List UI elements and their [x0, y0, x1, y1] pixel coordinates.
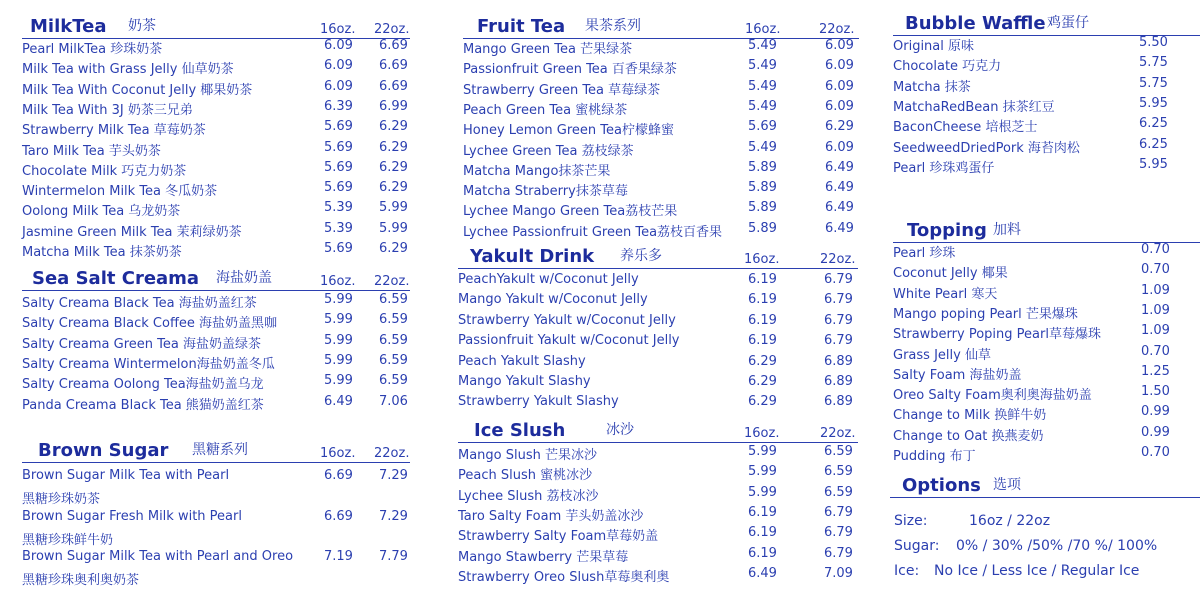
- menu-item: [893, 262, 1200, 282]
- item-price-22oz: 6.69: [379, 38, 408, 53]
- menu-item: [458, 525, 858, 545]
- option-ice-value: No Ice / Less Ice / Regular Ice: [934, 563, 1140, 579]
- menu-item: [22, 140, 410, 160]
- menu-item: [22, 549, 410, 589]
- item-price-16oz: 0.99: [1141, 424, 1170, 440]
- item-name: Matcha Straberry抹茶草莓: [463, 184, 628, 200]
- milktea-size2-header: 22oz.: [374, 22, 410, 37]
- milktea-title-cn: 奶茶: [128, 18, 156, 34]
- item-price-16oz: 6.19: [748, 545, 777, 561]
- menu-item: [22, 509, 410, 549]
- item-price-16oz: 5.39: [324, 220, 353, 236]
- menu-item: [893, 445, 1200, 465]
- item-name: Oreo Salty Foam奥利奥海盐奶盖: [893, 388, 1092, 404]
- menu-item: [458, 272, 858, 292]
- item-price-22oz: 6.29: [379, 241, 408, 256]
- item-price-16oz: 5.99: [324, 312, 353, 328]
- item-name-cn: 黑糖珍珠奥利奥奶茶: [22, 573, 140, 589]
- menu-item: [893, 404, 1200, 424]
- item-price-22oz: 6.29: [825, 119, 854, 135]
- menu-item: [22, 241, 410, 261]
- item-price-22oz: 6.79: [824, 525, 853, 541]
- yakult-title-cn: 养乐多: [620, 248, 662, 264]
- item-name: Passionfruit Yakult w/Coconut Jelly: [458, 333, 680, 349]
- item-price-16oz: 5.99: [324, 332, 353, 348]
- item-name: Mango Green Tea 芒果绿茶: [463, 42, 633, 57]
- item-name: Wintermelon Milk Tea 冬瓜奶茶: [22, 184, 218, 200]
- item-name: Oolong Milk Tea 乌龙奶茶: [22, 204, 181, 220]
- item-price-22oz: 6.49: [825, 200, 854, 216]
- item-name: Change to Oat 换燕麦奶: [893, 428, 1044, 444]
- item-price-16oz: 1.09: [1141, 302, 1170, 318]
- item-name: Peach Slush 蜜桃冰沙: [458, 468, 593, 484]
- item-name: Passionfruit Green Tea 百香果绿茶: [463, 62, 677, 78]
- item-name: Mango Yakult w/Coconut Jelly: [458, 292, 648, 308]
- menu-item: [458, 292, 858, 312]
- item-price-16oz: 5.89: [748, 220, 777, 236]
- item-price-22oz: 6.59: [379, 312, 408, 328]
- item-price-16oz: 1.09: [1141, 282, 1170, 298]
- menu-item: [893, 76, 1200, 96]
- item-price-16oz: 5.99: [324, 352, 353, 368]
- menu-item: [22, 119, 410, 139]
- item-price-22oz: 7.79: [379, 549, 408, 565]
- item-price-16oz: 5.69: [324, 180, 353, 196]
- seasalt-title: Sea Salt Creama: [32, 268, 200, 289]
- item-name: PeachYakult w/Coconut Jelly: [458, 272, 639, 287]
- item-name: Peach Green Tea 蜜桃绿茶: [463, 102, 628, 118]
- yakult-size2-header: 22oz.: [820, 252, 856, 267]
- item-name: Mango Slush 芒果冰沙: [458, 448, 598, 463]
- item-price-22oz: 6.59: [824, 484, 853, 500]
- option-size-value: 16oz / 22oz: [969, 513, 1051, 529]
- item-name: Milk Tea With 3J 奶茶三兄弟: [22, 102, 193, 118]
- item-price-16oz: 5.99: [324, 373, 353, 389]
- item-name: Salty Creama Green Tea 海盐奶盖绿茶: [22, 336, 261, 352]
- item-name: Mango poping Pearl 芒果爆珠: [893, 306, 1078, 322]
- yakult-size1-header: 16oz.: [744, 252, 780, 267]
- item-price-22oz: 7.29: [379, 508, 408, 524]
- menu-item: [893, 55, 1200, 75]
- item-name: Salty Creama Black Tea 海盐奶盖红茶: [22, 296, 257, 311]
- item-price-16oz: 5.69: [748, 119, 777, 135]
- item-name: Coconut Jelly 椰果: [893, 266, 1008, 282]
- menu-item: [458, 464, 858, 484]
- menu-item: [458, 546, 858, 566]
- iceslush-size2-header: 22oz.: [820, 426, 856, 441]
- item-price-22oz: 6.09: [825, 38, 854, 53]
- item-name: Salty Creama Black Coffee 海盐奶盖黑咖: [22, 316, 278, 332]
- item-name-cn: 黑糖珍珠奶茶: [22, 492, 101, 507]
- menu-item: [893, 364, 1200, 384]
- menu-item: [463, 140, 859, 160]
- item-price-22oz: 7.06: [379, 393, 408, 409]
- menu-item: [463, 38, 859, 58]
- item-price-22oz: 6.49: [825, 180, 854, 196]
- item-price-16oz: 5.69: [324, 139, 353, 155]
- item-price-16oz: 5.49: [748, 139, 777, 155]
- item-price-16oz: 0.70: [1141, 445, 1170, 460]
- item-name: Brown Sugar Milk Tea with Pearl: [22, 468, 230, 483]
- menu-item: [458, 354, 858, 374]
- menu-item: [893, 425, 1200, 445]
- options-title-cn: 选项: [993, 477, 1021, 493]
- item-price-16oz: 5.49: [748, 38, 777, 53]
- fruittea-title-cn: 果茶系列: [585, 18, 641, 34]
- fruittea-size2-header: 22oz.: [819, 22, 855, 37]
- brownsugar-header: [22, 440, 410, 463]
- item-name: Brown Sugar Milk Tea with Pearl and Oreo: [22, 549, 294, 565]
- menu-item: [22, 312, 410, 332]
- yakult-title: Yakult Drink: [470, 246, 595, 267]
- item-price-22oz: 6.79: [824, 333, 853, 349]
- fruittea-header: [463, 16, 859, 39]
- waffle-header: [893, 13, 1200, 36]
- item-price-22oz: 6.99: [379, 98, 408, 114]
- item-name: BaconCheese 培根芝士: [893, 120, 1038, 136]
- menu-item: [22, 180, 410, 200]
- milktea-header: [22, 16, 410, 39]
- item-price-22oz: 6.59: [824, 444, 853, 459]
- item-name: Lychee Passionfruit Green Tea荔枝百香果: [463, 224, 723, 240]
- item-price-16oz: 1.25: [1141, 363, 1170, 379]
- item-price-16oz: 6.09: [324, 78, 353, 94]
- item-price-16oz: 6.19: [748, 333, 777, 349]
- item-price-22oz: 6.09: [825, 58, 854, 74]
- item-price-22oz: 6.59: [379, 373, 408, 389]
- item-price-22oz: 6.49: [825, 220, 854, 236]
- item-price-22oz: 6.79: [824, 504, 853, 520]
- item-name: MatchaRedBean 抹茶红豆: [893, 99, 1055, 115]
- item-name: Matcha 抹茶: [893, 79, 971, 95]
- waffle-title: Bubble Waffle: [905, 13, 1046, 34]
- menu-item: [458, 313, 858, 333]
- item-price-22oz: 6.89: [824, 394, 853, 410]
- item-price-16oz: 5.69: [324, 159, 353, 175]
- option-sugar: [894, 538, 1194, 558]
- item-price-22oz: 5.99: [379, 200, 408, 216]
- menu-item: [893, 344, 1200, 364]
- option-sugar-label: Sugar:: [894, 538, 940, 554]
- item-name: Strawberry Oreo Slush草莓奥利奥: [458, 569, 670, 585]
- item-price-16oz: 6.25: [1139, 116, 1168, 132]
- item-price-16oz: 5.69: [324, 241, 353, 256]
- item-price-16oz: 6.09: [324, 38, 353, 53]
- item-price-16oz: 7.19: [324, 549, 353, 565]
- item-name: Lychee Green Tea 荔枝绿茶: [463, 143, 634, 159]
- item-price-16oz: 5.95: [1139, 156, 1168, 172]
- item-price-22oz: 6.79: [824, 545, 853, 561]
- item-price-22oz: 6.79: [824, 312, 853, 328]
- item-name: Salty Foam 海盐奶盖: [893, 367, 1022, 383]
- item-price-16oz: 5.69: [324, 119, 353, 135]
- item-price-22oz: 7.09: [824, 565, 853, 581]
- item-price-22oz: 6.09: [825, 98, 854, 114]
- brownsugar-size1-header: 16oz.: [320, 446, 356, 461]
- menu-item: [22, 333, 410, 353]
- item-name: Strawberry Poping Pearl草莓爆珠: [893, 327, 1101, 343]
- item-name: Chocolate Milk 巧克力奶茶: [22, 163, 187, 179]
- item-price-22oz: 6.89: [824, 374, 853, 389]
- item-name: Pearl 珍珠: [893, 246, 956, 261]
- menu-item: [22, 373, 410, 393]
- fruittea-size1-header: 16oz.: [745, 22, 781, 37]
- topping-title-cn: 加料: [993, 222, 1021, 238]
- brownsugar-title: Brown Sugar: [38, 440, 169, 461]
- item-price-22oz: 6.69: [379, 58, 408, 74]
- item-price-16oz: 5.99: [324, 292, 353, 307]
- item-price-16oz: 0.99: [1141, 404, 1170, 420]
- item-name: Strawberry Milk Tea 草莓奶茶: [22, 123, 206, 139]
- menu-item: [893, 242, 1200, 262]
- menu-item: [463, 58, 859, 78]
- item-price-22oz: 6.29: [379, 119, 408, 135]
- item-price-16oz: 6.69: [324, 468, 353, 483]
- item-price-16oz: 5.50: [1139, 35, 1168, 50]
- item-price-16oz: 5.89: [748, 159, 777, 175]
- seasalt-header: [22, 268, 410, 291]
- item-price-22oz: 6.09: [825, 139, 854, 155]
- item-price-16oz: 5.75: [1139, 55, 1168, 71]
- iceslush-header: [458, 420, 858, 443]
- menu-item: [458, 485, 858, 505]
- item-name: Strawberry Salty Foam草莓奶盖: [458, 529, 659, 545]
- item-price-22oz: 6.89: [824, 353, 853, 369]
- menu-item: [893, 323, 1200, 343]
- item-price-22oz: 6.79: [824, 292, 853, 308]
- item-price-22oz: 6.59: [379, 332, 408, 348]
- item-price-16oz: 1.50: [1141, 384, 1170, 400]
- item-name: Milk Tea With Coconut Jelly 椰果奶茶: [22, 82, 253, 98]
- item-name: Honey Lemon Green Tea柠檬蜂蜜: [463, 123, 674, 139]
- item-name: Chocolate 巧克力: [893, 59, 1002, 75]
- item-name: Pudding 布丁: [893, 449, 976, 464]
- item-price-16oz: 0.70: [1141, 343, 1170, 359]
- item-price-16oz: 5.95: [1139, 95, 1168, 111]
- item-name: Mango Stawberry 芒果草莓: [458, 549, 629, 565]
- menu-item: [22, 38, 410, 58]
- item-price-16oz: 6.39: [324, 98, 353, 114]
- menu-item: [893, 303, 1200, 323]
- waffle-title-cn: 鸡蛋仔: [1047, 15, 1089, 31]
- item-price-16oz: 1.09: [1141, 323, 1170, 339]
- menu-item: [22, 292, 410, 312]
- menu-item: [458, 566, 858, 586]
- option-ice: [894, 563, 1194, 583]
- item-name: Taro Milk Tea 芋头奶茶: [22, 143, 161, 159]
- iceslush-size1-header: 16oz.: [744, 426, 780, 441]
- item-price-16oz: 5.49: [748, 58, 777, 74]
- item-price-16oz: 5.75: [1139, 75, 1168, 91]
- item-name-cn: 黑糖珍珠鲜牛奶: [22, 532, 114, 548]
- milktea-size1-header: 16oz.: [320, 22, 356, 37]
- item-name: Change to Milk 换鲜牛奶: [893, 408, 1047, 424]
- menu-item: [22, 160, 410, 180]
- menu-item: [463, 200, 859, 220]
- menu-item: [22, 221, 410, 241]
- item-name: Salty Creama Wintermelon海盐奶盖冬瓜: [22, 356, 275, 372]
- item-price-22oz: 7.29: [379, 468, 408, 483]
- seasalt-size1-header: 16oz.: [320, 274, 356, 289]
- item-price-16oz: 6.19: [748, 504, 777, 520]
- item-price-22oz: 6.79: [824, 272, 853, 287]
- menu-item: [22, 394, 410, 414]
- item-price-16oz: 0.70: [1141, 242, 1170, 257]
- menu-item: [22, 79, 410, 99]
- item-price-16oz: 6.19: [748, 312, 777, 328]
- item-name: White Pearl 寒天: [893, 286, 998, 302]
- item-name: Grass Jelly 仙草: [893, 347, 991, 363]
- menu-item: [22, 468, 410, 508]
- brownsugar-size2-header: 22oz.: [374, 446, 410, 461]
- menu-item: [893, 96, 1200, 116]
- menu-item: [893, 35, 1200, 55]
- item-price-16oz: 6.25: [1139, 136, 1168, 152]
- menu-item: [22, 99, 410, 119]
- item-price-16oz: 6.29: [748, 353, 777, 369]
- menu-item: [458, 505, 858, 525]
- item-price-16oz: 6.69: [324, 508, 353, 524]
- item-name: Matcha Milk Tea 抹茶奶茶: [22, 245, 182, 260]
- item-price-16oz: 6.49: [748, 565, 777, 581]
- item-name: Strawberry Yakult w/Coconut Jelly: [458, 312, 676, 328]
- item-name: Lychee Slush 荔枝冰沙: [458, 488, 599, 504]
- item-price-16oz: 5.39: [324, 200, 353, 216]
- item-price-22oz: 6.49: [825, 159, 854, 175]
- item-price-16oz: 6.09: [324, 58, 353, 74]
- menu-item: [458, 333, 858, 353]
- iceslush-title-cn: 冰沙: [606, 422, 634, 438]
- item-name: SeedweedDriedPork 海苔肉松: [893, 140, 1080, 156]
- menu-item: [463, 119, 859, 139]
- item-price-16oz: 5.49: [748, 78, 777, 94]
- option-sugar-value: 0% / 30% /50% /70 %/ 100%: [956, 538, 1158, 554]
- item-price-16oz: 5.89: [748, 180, 777, 196]
- item-price-22oz: 6.59: [379, 292, 408, 307]
- item-name: Lychee Mango Green Tea荔枝芒果: [463, 204, 678, 220]
- item-price-22oz: 5.99: [379, 220, 408, 236]
- item-price-16oz: 5.49: [748, 98, 777, 114]
- menu-item: [893, 157, 1200, 177]
- item-name: Taro Salty Foam 芋头奶盖冰沙: [458, 508, 644, 524]
- option-size: [894, 513, 1194, 533]
- menu-item: [463, 160, 859, 180]
- menu-item: [893, 137, 1200, 157]
- item-name: Matcha Mango抹茶芒果: [463, 163, 611, 179]
- option-size-label: Size:: [894, 513, 928, 529]
- item-name: Salty Creama Oolong Tea海盐奶盖乌龙: [22, 377, 264, 393]
- item-name: Brown Sugar Fresh Milk with Pearl: [22, 508, 242, 524]
- menu-item: [463, 221, 859, 241]
- item-name: Peach Yakult Slashy: [458, 353, 586, 369]
- fruittea-title: Fruit Tea: [477, 16, 566, 37]
- menu-item: [893, 283, 1200, 303]
- item-price-16oz: 6.29: [748, 394, 777, 410]
- menu-item: [458, 394, 858, 414]
- menu-item: [22, 200, 410, 220]
- item-name: Strawberry Yakult Slashy: [458, 394, 619, 410]
- item-price-22oz: 6.09: [825, 78, 854, 94]
- menu-item: [463, 99, 859, 119]
- item-price-16oz: 5.99: [748, 444, 777, 459]
- yakult-header: [458, 246, 858, 269]
- item-price-22oz: 6.29: [379, 159, 408, 175]
- seasalt-title-cn: 海盐奶盖: [216, 270, 272, 286]
- menu-item: [893, 116, 1200, 136]
- item-name: Panda Creama Black Tea 熊猫奶盖红茶: [22, 397, 264, 413]
- item-name: Strawberry Green Tea 草莓绿茶: [463, 82, 661, 98]
- menu-item: [22, 58, 410, 78]
- menu-item: [463, 180, 859, 200]
- item-name: Milk Tea with Grass Jelly 仙草奶茶: [22, 62, 234, 78]
- item-name: Original 原味: [893, 39, 975, 54]
- seasalt-size2-header: 22oz.: [374, 274, 410, 289]
- iceslush-title: Ice Slush: [474, 420, 566, 441]
- brownsugar-title-cn: 黑糖系列: [192, 442, 248, 458]
- item-price-16oz: 5.99: [748, 464, 777, 480]
- item-price-22oz: 6.29: [379, 180, 408, 196]
- menu-item: [463, 79, 859, 99]
- options-title: Options: [902, 475, 981, 496]
- item-price-16oz: 6.19: [748, 272, 777, 287]
- item-price-22oz: 6.59: [824, 464, 853, 480]
- item-price-16oz: 5.89: [748, 200, 777, 216]
- item-price-16oz: 6.19: [748, 292, 777, 308]
- item-name: Pearl 珍珠鸡蛋仔: [893, 160, 995, 176]
- item-name: Pearl MilkTea 珍珠奶茶: [22, 42, 163, 57]
- item-name: Jasmine Green Milk Tea 茉莉绿奶茶: [22, 224, 242, 240]
- topping-title: Topping: [907, 220, 987, 241]
- item-price-16oz: 6.19: [748, 525, 777, 541]
- item-price-16oz: 5.99: [748, 484, 777, 500]
- milktea-title: MilkTea: [30, 16, 107, 37]
- menu-item: [893, 384, 1200, 404]
- item-price-16oz: 0.70: [1141, 262, 1170, 278]
- item-price-22oz: 6.69: [379, 78, 408, 94]
- item-price-22oz: 6.59: [379, 352, 408, 368]
- item-price-16oz: 6.49: [324, 393, 353, 409]
- topping-header: [893, 220, 1200, 243]
- option-ice-label: Ice:: [894, 563, 920, 579]
- item-name: Mango Yakult Slashy: [458, 374, 591, 389]
- menu-item: [458, 444, 858, 464]
- menu-item: [22, 353, 410, 373]
- menu-item: [458, 374, 858, 394]
- section-options: [890, 475, 1200, 600]
- item-price-22oz: 6.29: [379, 139, 408, 155]
- options-header: [890, 475, 1200, 498]
- item-price-16oz: 6.29: [748, 374, 777, 389]
